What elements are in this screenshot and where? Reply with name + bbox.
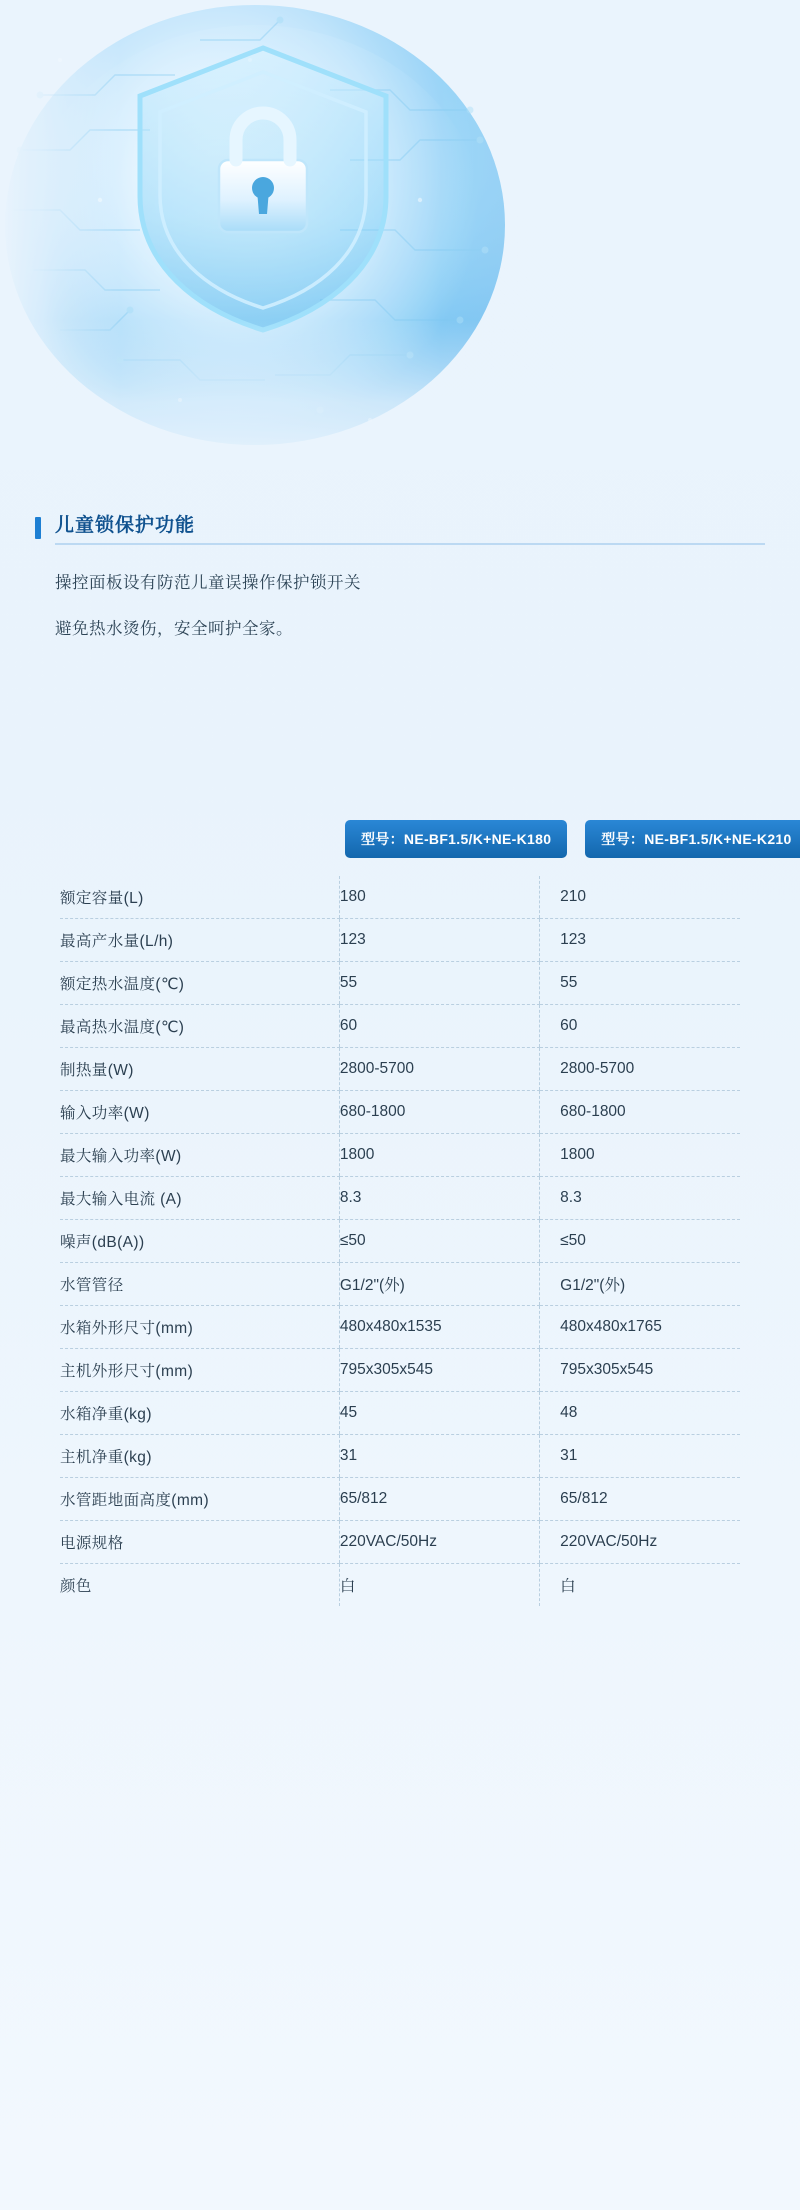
- spec-value-model1: 45: [339, 1392, 539, 1435]
- table-row: [60, 1220, 740, 1263]
- table-row: [60, 919, 740, 962]
- spec-value-model1: 2800-5700: [339, 1048, 539, 1091]
- spec-label: 主机外形尺寸(mm): [60, 1349, 339, 1392]
- spec-value-model1: 31: [339, 1435, 539, 1478]
- table-row: [60, 1048, 740, 1091]
- table-row: [60, 1177, 740, 1220]
- spec-value-model2: 123: [540, 919, 740, 962]
- table-row: [60, 1005, 740, 1048]
- spec-value-model2: 31: [540, 1435, 740, 1478]
- feature-description: [35, 569, 765, 639]
- spec-label: 额定热水温度(℃): [60, 962, 339, 1005]
- hero-fade-bottom: [0, 320, 800, 470]
- spec-label: 噪声(dB(A)): [60, 1220, 339, 1263]
- spec-value-model2: 1800: [540, 1134, 740, 1177]
- table-row: [60, 1521, 740, 1564]
- table-row: [60, 1091, 740, 1134]
- model-chip-1-label: 型号：: [361, 831, 404, 847]
- spec-label: 水箱外形尺寸(mm): [60, 1306, 339, 1349]
- model-chip-1-value: NE-BF1.5/K+NE-K180: [403, 831, 552, 847]
- spec-label: 最大输入电流 (A): [60, 1177, 339, 1220]
- model-chip-2: [585, 820, 800, 858]
- spec-label: 水管管径: [60, 1263, 339, 1306]
- shield-lock-icon: [118, 38, 408, 338]
- table-row: [60, 876, 740, 919]
- spec-value-model1: 180: [339, 876, 539, 919]
- spec-value-model2: 白: [540, 1564, 740, 1607]
- spec-value-model2: 2800-5700: [540, 1048, 740, 1091]
- table-row: [60, 1392, 740, 1435]
- spec-value-model1: 60: [339, 1005, 539, 1048]
- model-chip-1: [345, 820, 567, 858]
- spec-label: 水箱净重(kg): [60, 1392, 339, 1435]
- spec-value-model2: 55: [540, 962, 740, 1005]
- spec-table: [60, 876, 740, 1606]
- spec-table-section: [0, 820, 800, 1606]
- table-row: [60, 1263, 740, 1306]
- spec-value-model1: 795x305x545: [339, 1349, 539, 1392]
- spec-value-model1: 480x480x1535: [339, 1306, 539, 1349]
- spec-value-model2: G1/2"(外): [540, 1263, 740, 1306]
- table-row: [60, 1435, 740, 1478]
- feature-line-1: 操控面板设有防范儿童误操作保护锁开关: [55, 574, 361, 592]
- spec-value-model2: 795x305x545: [540, 1349, 740, 1392]
- table-row: [60, 1349, 740, 1392]
- spec-value-model1: 1800: [339, 1134, 539, 1177]
- feature-section: [35, 510, 765, 661]
- model-chip-2-value: NE-BF1.5/K+NE-K210: [644, 831, 792, 847]
- spec-label: 最高热水温度(℃): [60, 1005, 339, 1048]
- table-row: [60, 1306, 740, 1349]
- spec-label: 水管距地面高度(mm): [60, 1478, 339, 1521]
- spec-value-model2: 48: [540, 1392, 740, 1435]
- page-title: 儿童锁保护功能: [55, 510, 765, 545]
- spec-value-model1: G1/2"(外): [339, 1263, 539, 1306]
- spec-label: 额定容量(L): [60, 876, 339, 919]
- table-row: [60, 962, 740, 1005]
- spec-label: 制热量(W): [60, 1048, 339, 1091]
- spec-value-model2: 220VAC/50Hz: [540, 1521, 740, 1564]
- table-row: [60, 1134, 740, 1177]
- spec-label: 主机净重(kg): [60, 1435, 339, 1478]
- spec-label: 输入功率(W): [60, 1091, 339, 1134]
- feature-line-2: 避免热水烫伤，安全呵护全家。: [55, 620, 293, 638]
- spec-value-model1: 白: [339, 1564, 539, 1607]
- spec-value-model1: 123: [339, 919, 539, 962]
- spec-value-model2: 8.3: [540, 1177, 740, 1220]
- spec-label: 最高产水量(L/h): [60, 919, 339, 962]
- spec-value-model2: ≤50: [540, 1220, 740, 1263]
- spec-value-model1: 55: [339, 962, 539, 1005]
- spec-value-model2: 210: [540, 876, 740, 919]
- table-row: [60, 1564, 740, 1607]
- spec-value-model2: 680-1800: [540, 1091, 740, 1134]
- spec-value-model1: ≤50: [339, 1220, 539, 1263]
- spec-label: 电源规格: [60, 1521, 339, 1564]
- spec-value-model2: 480x480x1765: [540, 1306, 740, 1349]
- hero-banner: [0, 0, 800, 470]
- title-accent-bar: [35, 517, 41, 539]
- spec-value-model1: 8.3: [339, 1177, 539, 1220]
- spec-label: 颜色: [60, 1578, 92, 1595]
- model-header-row: [345, 820, 792, 858]
- table-row: [60, 1478, 740, 1521]
- spec-value-model1: 65/812: [339, 1478, 539, 1521]
- model-chip-2-label: 型号：: [601, 831, 645, 847]
- spec-value-model2: 65/812: [540, 1478, 740, 1521]
- spec-value-model1: 680-1800: [339, 1091, 539, 1134]
- spec-value-model1: 220VAC/50Hz: [339, 1521, 539, 1564]
- spec-value-model2: 60: [540, 1005, 740, 1048]
- section-title-row: [35, 510, 765, 545]
- spec-label: 最大输入功率(W): [60, 1134, 339, 1177]
